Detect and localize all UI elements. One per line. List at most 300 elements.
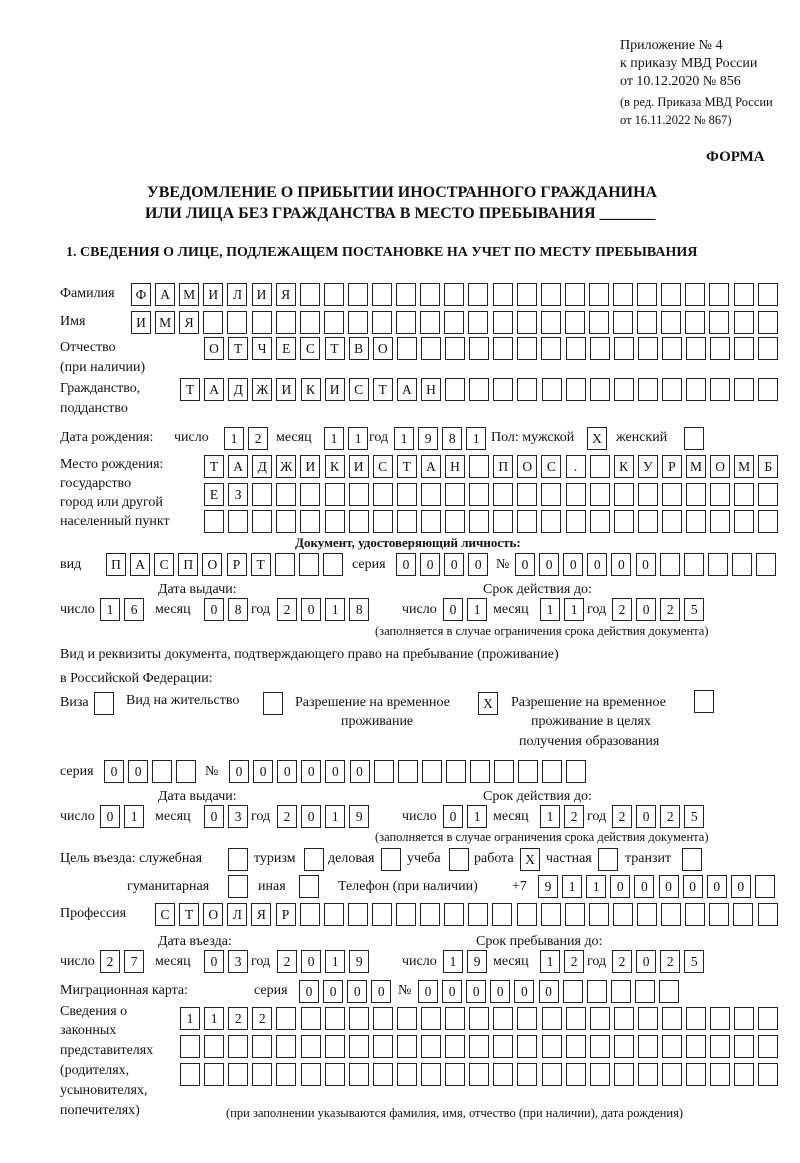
char-box[interactable] [686,483,706,506]
char-box[interactable] [276,483,296,506]
char-box[interactable]: 9 [538,875,558,898]
char-box[interactable] [758,483,778,506]
char-box[interactable]: 0 [444,553,464,576]
permit-issue-year-field[interactable] [277,805,373,828]
char-box[interactable] [445,1063,465,1086]
char-box[interactable]: 0 [128,760,148,783]
char-box[interactable] [758,1035,778,1058]
char-box[interactable] [445,510,465,533]
char-box[interactable]: С [373,455,393,478]
issue-day-field[interactable] [100,598,148,621]
char-box[interactable] [710,1063,730,1086]
char-box[interactable] [662,1063,682,1086]
char-box[interactable] [565,283,585,306]
char-box[interactable] [180,1063,200,1086]
char-box[interactable]: К [325,455,345,478]
char-box[interactable]: Т [180,378,200,401]
char-box[interactable] [758,283,778,306]
char-box[interactable] [541,903,561,926]
char-box[interactable] [228,1035,248,1058]
char-box[interactable] [660,553,680,576]
char-box[interactable] [325,483,345,506]
char-box[interactable]: А [155,283,175,306]
char-box[interactable]: 0 [104,760,124,783]
char-box[interactable] [373,1035,393,1058]
char-box[interactable]: С [541,455,561,478]
char-box[interactable] [300,283,320,306]
phone-field[interactable] [538,875,779,898]
birth-month-field[interactable] [324,427,372,450]
char-box[interactable] [541,510,561,533]
char-box[interactable]: 2 [564,950,584,973]
char-box[interactable] [180,1035,200,1058]
char-box[interactable]: И [325,378,345,401]
char-box[interactable]: Р [227,553,247,576]
permit-valid-year-field[interactable] [612,805,708,828]
char-box[interactable] [590,1063,610,1086]
char-box[interactable] [373,1007,393,1030]
char-box[interactable]: 0 [323,980,343,1003]
char-box[interactable]: И [203,283,223,306]
char-box[interactable] [324,311,344,334]
char-box[interactable]: И [276,378,296,401]
char-box[interactable]: Я [251,903,271,926]
char-box[interactable] [710,1035,730,1058]
char-box[interactable] [349,510,369,533]
char-box[interactable]: 8 [349,598,369,621]
char-box[interactable]: А [204,378,224,401]
char-box[interactable]: 8 [442,427,462,450]
char-box[interactable] [708,553,728,576]
char-box[interactable] [685,311,705,334]
char-box[interactable] [349,1007,369,1030]
char-box[interactable]: 0 [204,950,224,973]
char-box[interactable] [541,483,561,506]
patronymic-field[interactable] [204,337,782,360]
char-box[interactable]: 0 [539,980,559,1003]
purpose-private-checkbox[interactable] [598,848,622,871]
char-box[interactable] [662,483,682,506]
char-box[interactable]: 0 [636,553,656,576]
char-box[interactable]: М [734,455,754,478]
char-box[interactable]: О [204,337,224,360]
char-box[interactable] [252,510,272,533]
char-box[interactable] [397,1007,417,1030]
char-box[interactable]: 0 [204,598,224,621]
char-box[interactable] [517,1063,537,1086]
issue-year-field[interactable] [277,598,373,621]
char-box[interactable] [325,1035,345,1058]
char-box[interactable] [228,875,248,898]
char-box[interactable] [420,311,440,334]
char-box[interactable] [275,553,295,576]
char-box[interactable] [422,760,442,783]
char-box[interactable] [662,337,682,360]
char-box[interactable] [445,483,465,506]
char-box[interactable]: Д [252,455,272,478]
purpose-tourism-checkbox[interactable] [304,848,328,871]
char-box[interactable]: 0 [229,760,249,783]
char-box[interactable]: 3 [228,805,248,828]
char-box[interactable]: 0 [563,553,583,576]
char-box[interactable] [637,283,657,306]
char-box[interactable] [566,1035,586,1058]
char-box[interactable] [638,1007,658,1030]
char-box[interactable]: 1 [325,950,345,973]
char-box[interactable]: 0 [490,980,510,1003]
char-box[interactable]: 0 [683,875,703,898]
char-box[interactable] [590,455,610,478]
char-box[interactable]: 1 [224,427,244,450]
char-box[interactable] [493,1063,513,1086]
char-box[interactable]: 2 [277,950,297,973]
char-box[interactable] [542,378,562,401]
char-box[interactable]: 0 [659,875,679,898]
char-box[interactable] [755,875,775,898]
char-box[interactable] [492,903,512,926]
char-box[interactable] [613,283,633,306]
char-box[interactable] [420,283,440,306]
char-box[interactable] [348,283,368,306]
char-box[interactable] [469,483,489,506]
char-box[interactable] [300,483,320,506]
char-box[interactable]: С [349,378,369,401]
char-box[interactable] [733,903,753,926]
char-box[interactable] [566,760,586,783]
char-box[interactable]: Ф [131,283,151,306]
char-box[interactable] [445,337,465,360]
char-box[interactable] [301,1035,321,1058]
char-box[interactable] [517,903,537,926]
char-box[interactable]: 0 [610,875,630,898]
permit-series-field[interactable] [104,760,200,783]
char-box[interactable]: 1 [540,598,560,621]
char-box[interactable]: 0 [731,875,751,898]
entry-day-field[interactable] [100,950,148,973]
char-box[interactable] [420,903,440,926]
char-box[interactable] [686,378,706,401]
char-box[interactable] [518,760,538,783]
char-box[interactable] [637,311,657,334]
char-box[interactable]: X [587,427,607,450]
char-box[interactable]: П [106,553,126,576]
residence-permit-checkbox[interactable] [263,692,287,715]
char-box[interactable] [349,1035,369,1058]
char-box[interactable]: А [421,455,441,478]
char-box[interactable]: 1 [324,427,344,450]
char-box[interactable] [611,980,631,1003]
char-box[interactable] [694,690,714,713]
char-box[interactable]: 0 [466,980,486,1003]
char-box[interactable]: 2 [660,598,680,621]
char-box[interactable]: 2 [564,805,584,828]
char-box[interactable] [590,337,610,360]
char-box[interactable] [396,283,416,306]
char-box[interactable] [468,311,488,334]
visa-checkbox[interactable] [94,692,118,715]
char-box[interactable] [614,1007,634,1030]
char-box[interactable]: 1 [540,950,560,973]
char-box[interactable]: А [228,455,248,478]
char-box[interactable] [565,311,585,334]
char-box[interactable] [566,337,586,360]
char-box[interactable] [252,483,272,506]
char-box[interactable]: 1 [562,875,582,898]
char-box[interactable] [756,553,776,576]
char-box[interactable] [493,483,513,506]
char-box[interactable] [493,283,513,306]
char-box[interactable] [686,1063,706,1086]
char-box[interactable]: С [300,337,320,360]
char-box[interactable]: Р [276,903,296,926]
char-box[interactable]: 0 [634,875,654,898]
char-box[interactable] [613,311,633,334]
char-box[interactable]: И [349,455,369,478]
char-box[interactable] [758,378,778,401]
char-box[interactable] [276,510,296,533]
char-box[interactable] [301,1063,321,1086]
char-box[interactable] [300,311,320,334]
char-box[interactable] [493,510,513,533]
char-box[interactable]: 2 [277,598,297,621]
char-box[interactable]: 2 [228,1007,248,1030]
char-box[interactable] [590,1035,610,1058]
char-box[interactable] [638,483,658,506]
char-box[interactable]: 9 [467,950,487,973]
char-box[interactable] [445,1035,465,1058]
char-box[interactable] [686,1007,706,1030]
char-box[interactable]: А [397,378,417,401]
char-box[interactable] [710,378,730,401]
char-box[interactable]: П [178,553,198,576]
char-box[interactable] [469,1063,489,1086]
entry-month-field[interactable] [204,950,252,973]
char-box[interactable] [541,283,561,306]
char-box[interactable]: 2 [277,805,297,828]
char-box[interactable]: 1 [467,805,487,828]
char-box[interactable]: Т [251,553,271,576]
issue-month-field[interactable] [204,598,252,621]
char-box[interactable] [758,510,778,533]
char-box[interactable]: М [179,283,199,306]
char-box[interactable] [662,510,682,533]
char-box[interactable] [710,337,730,360]
char-box[interactable] [372,283,392,306]
char-box[interactable] [445,378,465,401]
char-box[interactable]: 2 [252,1007,272,1030]
char-box[interactable] [469,337,489,360]
char-box[interactable] [228,1063,248,1086]
char-box[interactable]: 1 [564,598,584,621]
char-box[interactable] [373,510,393,533]
char-box[interactable] [758,1063,778,1086]
char-box[interactable]: 0 [442,980,462,1003]
char-box[interactable] [517,378,537,401]
char-box[interactable] [349,483,369,506]
permit-valid-month-field[interactable] [540,805,588,828]
char-box[interactable] [566,483,586,506]
char-box[interactable] [396,311,416,334]
char-box[interactable]: 0 [396,553,416,576]
char-box[interactable] [204,1063,224,1086]
char-box[interactable]: А [130,553,150,576]
representatives-line-3[interactable] [180,1063,783,1086]
char-box[interactable]: Т [204,455,224,478]
char-box[interactable] [470,760,490,783]
char-box[interactable] [682,848,702,871]
char-box[interactable]: 8 [228,598,248,621]
char-box[interactable] [589,903,609,926]
char-box[interactable] [94,692,114,715]
surname-field[interactable] [131,283,782,306]
char-box[interactable]: Д [228,378,248,401]
char-box[interactable]: 0 [301,805,321,828]
char-box[interactable] [204,1035,224,1058]
char-box[interactable] [710,510,730,533]
char-box[interactable]: 5 [684,950,704,973]
char-box[interactable] [421,483,441,506]
char-box[interactable]: Т [397,455,417,478]
char-box[interactable] [449,848,469,871]
char-box[interactable]: 0 [636,950,656,973]
char-box[interactable]: 0 [100,805,120,828]
char-box[interactable]: 0 [443,598,463,621]
char-box[interactable] [493,1035,513,1058]
char-box[interactable] [227,311,247,334]
char-box[interactable] [493,311,513,334]
char-box[interactable] [638,337,658,360]
char-box[interactable]: X [520,848,540,871]
char-box[interactable]: 0 [299,980,319,1003]
char-box[interactable] [299,553,319,576]
char-box[interactable]: 0 [515,553,535,576]
char-box[interactable] [638,378,658,401]
char-box[interactable] [421,1035,441,1058]
char-box[interactable] [637,903,657,926]
char-box[interactable]: 0 [707,875,727,898]
purpose-transit-checkbox[interactable] [682,848,706,871]
char-box[interactable] [542,1063,562,1086]
char-box[interactable] [563,980,583,1003]
char-box[interactable]: 0 [418,980,438,1003]
char-box[interactable] [263,692,283,715]
permit-issue-month-field[interactable] [204,805,252,828]
permit-valid-day-field[interactable] [443,805,491,828]
char-box[interactable] [299,875,319,898]
stay-month-field[interactable] [540,950,588,973]
char-box[interactable]: 0 [301,760,321,783]
char-box[interactable]: 0 [636,598,656,621]
char-box[interactable] [493,337,513,360]
char-box[interactable]: 0 [539,553,559,576]
char-box[interactable] [684,553,704,576]
char-box[interactable] [468,903,488,926]
char-box[interactable]: 2 [612,805,632,828]
char-box[interactable]: У [638,455,658,478]
char-box[interactable] [469,1007,489,1030]
char-box[interactable] [758,311,778,334]
char-box[interactable]: 0 [350,760,370,783]
char-box[interactable] [590,510,610,533]
char-box[interactable] [421,337,441,360]
char-box[interactable]: Е [276,337,296,360]
char-box[interactable]: Н [421,378,441,401]
char-box[interactable] [734,510,754,533]
char-box[interactable] [349,1063,369,1086]
char-box[interactable]: X [478,692,498,715]
char-box[interactable] [638,510,658,533]
char-box[interactable] [758,337,778,360]
char-box[interactable]: . [566,455,586,478]
char-box[interactable] [614,337,634,360]
char-box[interactable]: И [252,283,272,306]
char-box[interactable]: 0 [253,760,273,783]
char-box[interactable] [325,1007,345,1030]
char-box[interactable] [614,1035,634,1058]
char-box[interactable] [204,510,224,533]
char-box[interactable] [734,1007,754,1030]
char-box[interactable] [542,760,562,783]
purpose-humanitarian-checkbox[interactable] [228,875,252,898]
char-box[interactable] [517,1035,537,1058]
char-box[interactable] [613,903,633,926]
char-box[interactable] [397,1035,417,1058]
char-box[interactable] [734,483,754,506]
char-box[interactable]: О [517,455,537,478]
char-box[interactable] [758,903,778,926]
char-box[interactable]: 0 [301,950,321,973]
char-box[interactable]: 1 [467,598,487,621]
char-box[interactable] [709,311,729,334]
char-box[interactable]: Ж [252,378,272,401]
char-box[interactable] [493,1007,513,1030]
char-box[interactable] [252,1063,272,1086]
char-box[interactable]: Л [227,283,247,306]
char-box[interactable]: 0 [301,598,321,621]
char-box[interactable]: Ч [252,337,272,360]
purpose-service-checkbox[interactable] [228,848,252,871]
char-box[interactable] [397,483,417,506]
char-box[interactable] [324,903,344,926]
char-box[interactable] [444,311,464,334]
char-box[interactable]: Я [276,283,296,306]
char-box[interactable] [228,848,248,871]
char-box[interactable] [662,378,682,401]
purpose-work-checkbox[interactable] [520,848,544,871]
char-box[interactable]: 2 [100,950,120,973]
char-box[interactable]: 0 [611,553,631,576]
char-box[interactable] [590,483,610,506]
char-box[interactable] [662,1035,682,1058]
temp-permit-checkbox[interactable] [478,692,502,715]
sex-female-checkbox[interactable] [684,427,708,450]
char-box[interactable]: 1 [325,598,345,621]
char-box[interactable] [421,1063,441,1086]
char-box[interactable]: 0 [325,760,345,783]
char-box[interactable] [517,311,537,334]
char-box[interactable]: 0 [636,805,656,828]
doc-series-field[interactable] [396,553,492,576]
char-box[interactable] [638,1035,658,1058]
char-box[interactable] [661,283,681,306]
entry-year-field[interactable] [277,950,373,973]
char-box[interactable] [325,1063,345,1086]
sex-male-checkbox[interactable] [587,427,611,450]
char-box[interactable] [614,1063,634,1086]
char-box[interactable] [397,1063,417,1086]
char-box[interactable] [468,283,488,306]
migration-number-field[interactable] [418,980,683,1003]
